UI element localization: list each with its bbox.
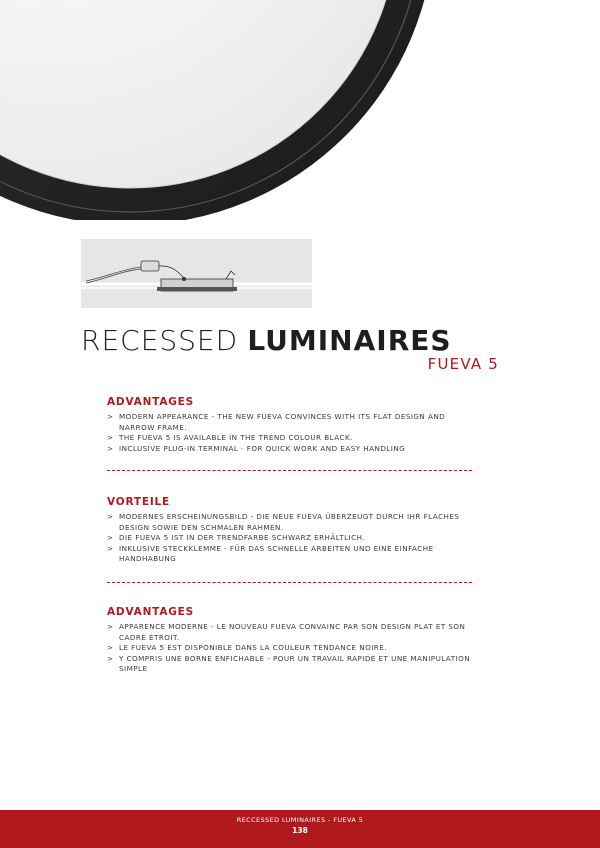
bullet-icon: > xyxy=(107,433,114,442)
list-item xyxy=(107,654,477,675)
luminaire-photo xyxy=(0,0,600,220)
product-name: FUEVA 5 xyxy=(427,355,499,373)
bullet-icon: > xyxy=(107,512,114,521)
list-item-text: DIE FUEVA 5 IST IN DER TRENDFARBE SCHWARZ ERHÄLTLICH. xyxy=(119,533,366,542)
divider xyxy=(107,582,472,583)
page-footer xyxy=(0,810,600,848)
page-number: 138 xyxy=(292,826,308,835)
bullet-icon: > xyxy=(107,543,114,553)
bullet-icon: > xyxy=(107,533,114,542)
list-item-text: INCLUSIVE PLUG-IN TERMINAL - FOR QUICK WORK AND EASY HANDLING xyxy=(119,443,406,453)
section-heading: ADVANTAGES xyxy=(107,606,194,618)
divider xyxy=(107,470,472,471)
bullet-icon: > xyxy=(107,443,114,453)
list-item xyxy=(107,622,477,643)
title-bold: LUMINAIRES xyxy=(247,324,452,357)
list-item-text: LE FUEVA 5 EST DISPONIBLE DANS LA COULEUR TENDANCE NOIRE. xyxy=(119,643,387,652)
title-light: RECESSED xyxy=(81,324,239,357)
list-item-text: MODERNES ERSCHEINUNGSBILD - DIE NEUE FUEVA ÜBERZEUGT DURCH IHR FLACHES DESIGN SOWIE DEN SCHMALEN RAHMEN. xyxy=(119,512,460,532)
bullet-icon: > xyxy=(107,653,114,663)
avantages-section-fr xyxy=(107,606,477,675)
list-item xyxy=(107,533,477,544)
list-item-text: APPARENCE MODERNE - LE NOUVEAU FUEVA CONVAINC PAR SON DESIGN PLAT ET SON CADRE ÉTROIT. xyxy=(119,622,466,642)
list-item xyxy=(107,412,477,433)
list-item-text: Y COMPRIS UNE BORNE ENFICHABLE - POUR UN TRAVAIL RAPIDE ET UNE MANIPULATION SIMPLE xyxy=(119,653,471,673)
list-item-text: THE FUEVA 5 IS AVAILABLE IN THE TREND COLOUR BLACK. xyxy=(119,433,353,442)
page-title xyxy=(81,322,501,359)
list-item-text: INKLUSIVE STECKKLEMME - FÜR DAS SCHNELLE ARBEITEN UND EINE EINFACHE HANDHABUNG xyxy=(119,543,434,563)
list-item xyxy=(107,544,477,565)
installation-diagram xyxy=(81,239,312,308)
bullet-icon: > xyxy=(107,622,114,631)
list-item-text: MODERN APPEARANCE - THE NEW FUEVA CONVINCES WITH ITS FLAT DESIGN AND NARROW FRAME. xyxy=(119,412,446,432)
section-heading: ADVANTAGES xyxy=(107,396,194,408)
advantages-section-en xyxy=(107,396,477,454)
list-item xyxy=(107,643,477,654)
footer-text: RECCESSED LUMINAIRES - FUEVA 5 xyxy=(236,816,364,824)
vorteile-section-de xyxy=(107,496,477,565)
bullet-icon: > xyxy=(107,412,114,421)
list-item xyxy=(107,444,477,455)
bullet-icon: > xyxy=(107,643,114,652)
section-heading: VORTEILE xyxy=(107,496,170,508)
list-item xyxy=(107,433,477,444)
list-item xyxy=(107,512,477,533)
